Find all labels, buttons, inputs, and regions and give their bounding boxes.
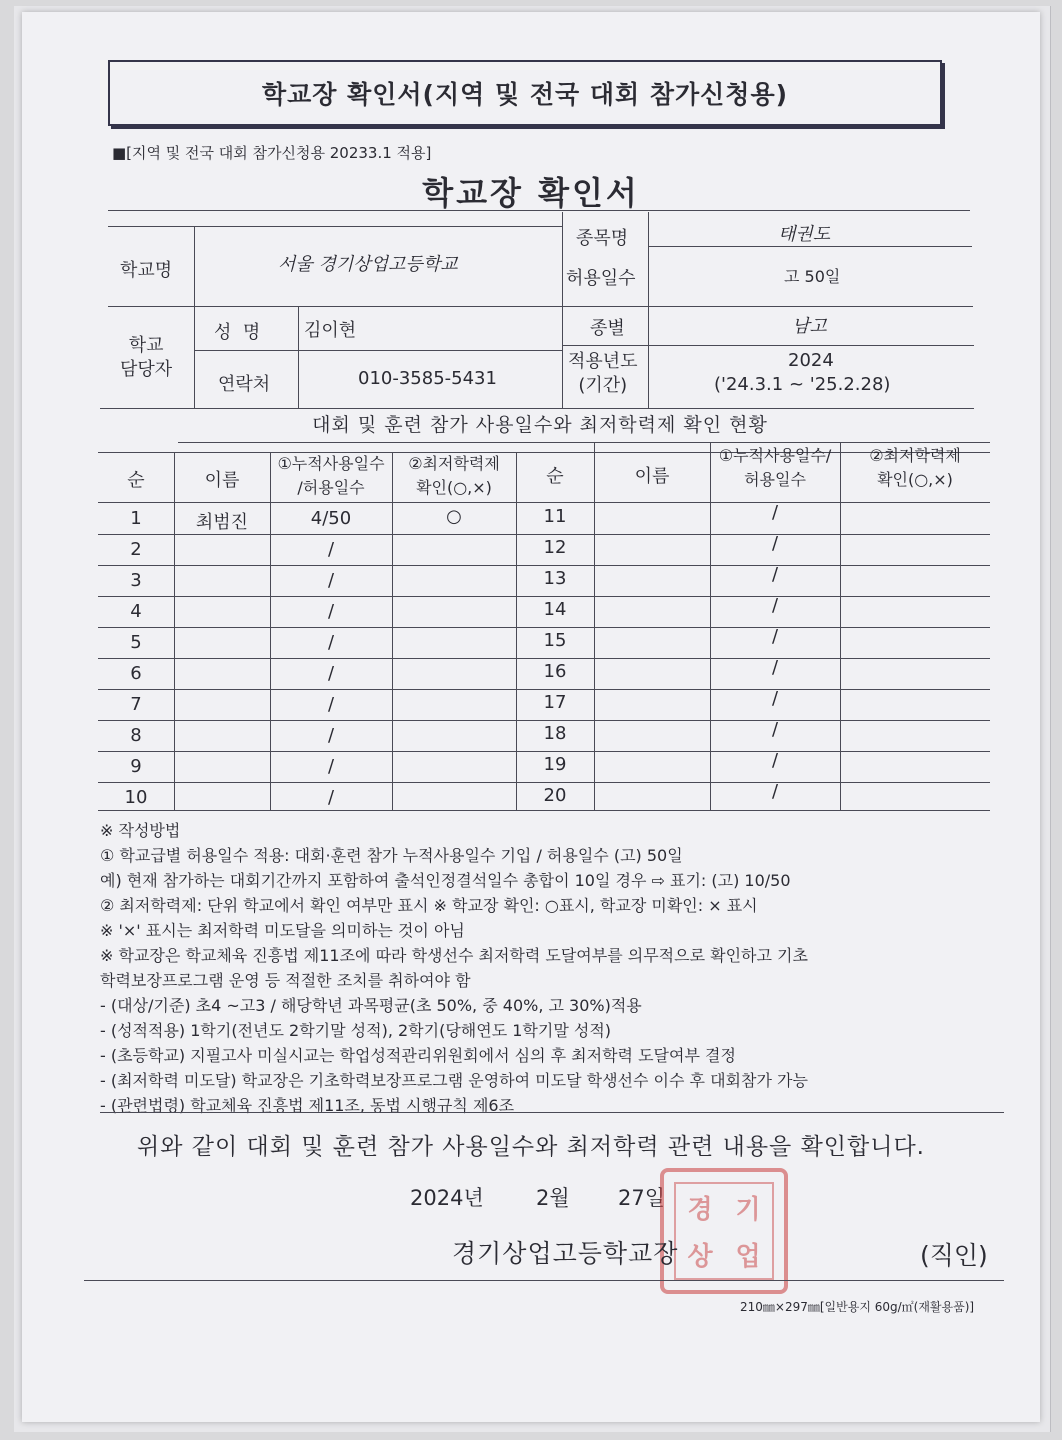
header-days: ①누적사용일수 /허용일수 [277,454,385,497]
date-month: 2월 [536,1186,570,1210]
note-line: - (최저학력 미도달) 학교장은 기초학력보장프로그램 운영하여 미도달 학생선수 이수 후 대회참가 가능 [100,1071,808,1090]
row-days: / [771,657,779,678]
seal-label: (직인) [920,1241,988,1270]
info-gender-divider [562,345,974,346]
row-no: 19 [543,754,567,775]
allowed-days-value: 고 50일 [784,267,841,286]
row-days: / [327,601,335,622]
principal-name: 경기상업고등학교장 [452,1239,679,1268]
row-no: 2 [130,539,142,560]
note-line: ① 학교급별 허용일수 적용: 대회·훈련 참가 누적사용일수 기입 / 허용일수 (고) 50일 [100,846,683,865]
row-no: 5 [130,632,142,653]
note-line: - (관련법령) 학교체육 진흥법 제11조, 동법 시행규칙 제6조 [100,1096,515,1115]
school-name-label: 학교명 [120,260,173,281]
notes-divider [100,1112,1004,1113]
header-days-right: ①누적사용일수/ 허용일수 [718,446,832,489]
row-days: / [327,694,335,715]
allowed-days-label: 허용일수 [566,268,636,289]
date-day: 27일 [618,1186,666,1210]
header-no-right: 순 [546,466,564,487]
row-no: 13 [543,568,567,589]
row-no: 10 [124,787,148,808]
school-name-value: 서울 경기상업고등학교 [278,254,458,275]
contact-person-label: 학교 담당자 [120,335,173,380]
row-no: 8 [130,725,142,746]
row-check: ○ [446,506,462,527]
phone-value: 010-3585-5431 [358,368,497,389]
row-days: / [771,626,779,647]
row-no: 15 [543,630,567,651]
sport-value: 태권도 [778,224,831,245]
row-no: 18 [543,723,567,744]
row-days: / [771,502,779,523]
info-col-2 [298,306,299,408]
row-days: / [771,564,779,585]
row-no: 14 [543,599,567,620]
paper-spec: 210㎜×297㎜[일반용지 60g/㎡(재활용품)] [740,1300,975,1314]
period-label: 적용년도 (기간) [568,351,638,396]
date-year: 2024년 [410,1186,484,1210]
section-title: 대회 및 훈련 참가 사용일수와 최저학력제 확인 현황 [312,414,768,436]
document-title: 학교장 확인서 [422,174,640,212]
period-range: ('24.3.1 ~ '25.2.28) [714,374,891,395]
note-line: ② 최저학력제: 단위 학교에서 확인 여부만 표시 ※ 학교장 확인: ○표시, 학교장 미확인: × 표시 [100,896,758,915]
row-no: 9 [130,756,142,777]
row-no: 7 [130,694,142,715]
info-bottom-border [100,408,974,409]
row-days: / [771,750,779,771]
row-days: / [327,725,335,746]
table-top-border [178,442,990,443]
header-check: ②최저학력제 확인(○,×) [408,454,500,497]
participation-table [98,442,990,812]
info-col-1 [194,226,195,408]
row-days: / [327,539,335,560]
info-name-divider [194,350,562,351]
row-no: 11 [543,506,567,527]
header-no: 순 [127,470,145,491]
row-days: / [771,688,779,709]
footer-line [84,1280,1004,1281]
gender-value: 남고 [792,316,827,337]
note-line: - (대상/기준) 초4 ~고3 / 해당학년 과목평균(초 50%, 중 40%, 고 30%)적용 [100,996,642,1015]
row-days: / [327,632,335,653]
sport-label: 종목명 [576,228,629,249]
row-no: 6 [130,663,142,684]
confirmation-statement: 위와 같이 대회 및 훈련 참가 사용일수와 최저학력 관련 내용을 확인합니다. [137,1134,925,1160]
row-days: / [327,570,335,591]
banner-title: 학교장 확인서(지역 및 전국 대회 참가신청용) [108,60,942,126]
note-line: 예) 현재 참가하는 대회기간까지 포함하여 출석인정결석일수 총합이 10일 경우 ⇨ 표기: (고) 10/50 [100,871,791,890]
name-label: 성 명 [214,322,261,343]
row-days: / [327,756,335,777]
info-top-border [108,210,970,211]
official-seal-stamp: 경 기 상 업 [660,1168,788,1294]
note-line: - (성적적용) 1학기(전년도 2학기말 성적), 2학기(당해연도 1학기말 성적) [100,1021,612,1040]
row-no: 17 [543,692,567,713]
info-middle-border [108,306,973,307]
row-no: 4 [130,601,142,622]
row-no: 3 [130,570,142,591]
info-col-3 [562,212,563,408]
note-line: ※ '×' 표시는 최저학력 미도달을 의미하는 것이 아님 [100,921,465,940]
row-days: / [327,663,335,684]
applicability-note: ■[지역 및 전국 대회 참가신청용 20233.1 적용] [112,144,432,162]
gender-label: 종별 [590,318,625,339]
note-line: 학력보장프로그램 운영 등 적절한 조치를 취하여야 함 [100,971,471,990]
header-name: 이름 [204,470,240,491]
row-days: / [327,787,335,808]
row-days: / [771,533,779,554]
table-bottom-border [98,810,990,811]
row-days: / [771,781,779,802]
row-days: / [771,595,779,616]
phone-label: 연락처 [218,374,271,395]
row-days: 4/50 [310,508,352,529]
note-line: - (초등학교) 지필고사 미실시교는 학업성적관리위원회에서 심의 후 최저학력 도달여부 결정 [100,1046,736,1065]
row-no: 1 [130,508,142,529]
note-line: ※ 학교장은 학교체육 진흥법 제11조에 따라 학생선수 최저학력 도달여부를 의무적으로 확인하고 기초 [100,946,808,965]
header-check-right: ②최저학력제 확인(○,×) [869,446,961,489]
row-days: / [771,719,779,740]
row-no: 12 [543,537,567,558]
name-value: 김이현 [304,320,357,341]
header-name-right: 이름 [634,466,670,487]
info-sport-divider [648,246,972,247]
period-year: 2024 [788,350,834,371]
info-school-top [108,226,562,227]
row-no: 20 [543,785,567,806]
notes-heading: ※ 작성방법 [100,821,181,840]
row-name: 최범진 [195,512,249,533]
info-col-4 [648,212,649,408]
writing-instructions [100,818,1000,1118]
table-head-bottom [98,502,990,503]
row-no: 16 [543,661,567,682]
